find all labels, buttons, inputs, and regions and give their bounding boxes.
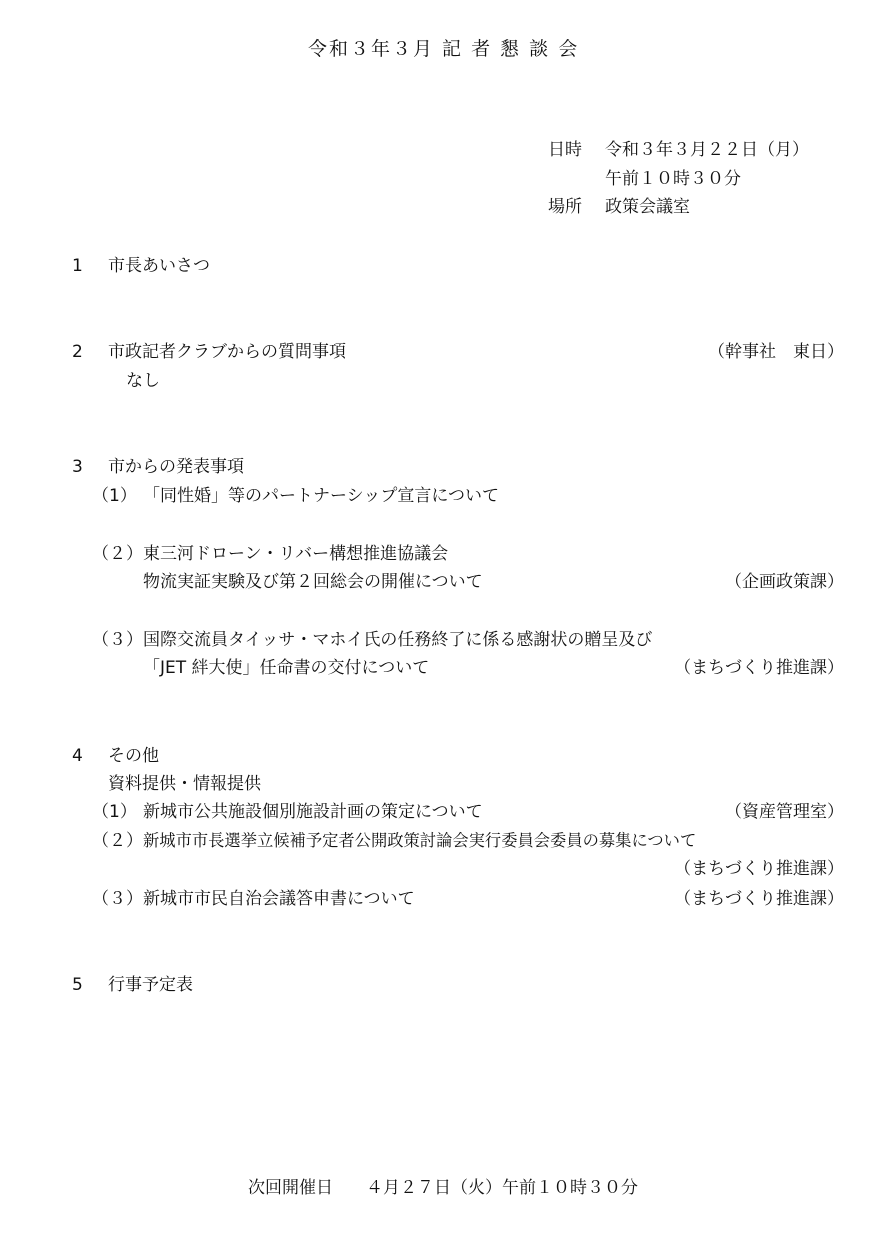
section4-sub: 資料提供・情報提供 — [108, 774, 261, 794]
section3-item3-dept: （まちづくり推進課） — [674, 658, 844, 678]
page-title: 令和３年３月 記 者 懇 談 会 — [308, 38, 580, 60]
section5-heading: 行事予定表 — [108, 975, 193, 995]
section3-item1-num: （1） — [92, 486, 137, 506]
section4-item3-num: （３） — [92, 889, 143, 909]
next-meeting-value: ４月２７日（火）午前１０時３０分 — [366, 1178, 638, 1198]
section3-item2-num: （２） — [92, 544, 143, 564]
section3-item1-line1: 「同性婚」等のパートナーシップ宣言について — [143, 486, 499, 506]
section2-dept: （幹事社 東日） — [708, 342, 844, 362]
date-label: 日時 — [548, 140, 582, 160]
section4-item1-num: （1） — [92, 802, 137, 822]
section1-number: 1 — [72, 256, 83, 276]
time-value: 午前１０時３０分 — [605, 169, 741, 189]
section3-item3-line2: 「JET 絆大使」任命書の交付について — [143, 658, 430, 678]
section2-heading: 市政記者クラブからの質問事項 — [108, 342, 346, 362]
section3-item2-line1: 東三河ドローン・リバー構想推進協議会 — [143, 544, 449, 564]
place-label: 場所 — [548, 197, 582, 217]
section3-item3-line1: 国際交流員タイッサ・マホイ氏の任務終了に係る感謝状の贈呈及び — [143, 630, 653, 650]
section4-heading: その他 — [108, 746, 159, 766]
place-value: 政策会議室 — [605, 197, 690, 217]
section4-item2-num: （２） — [92, 831, 143, 851]
section4-item2-text: 新城市市長選挙立候補予定者公開政策討論会実行委員会委員の募集について — [143, 831, 697, 850]
section4-item3-dept: （まちづくり推進課） — [674, 889, 844, 909]
section2-number: 2 — [72, 342, 83, 362]
section5-number: 5 — [72, 975, 83, 995]
section3-item2-line2: 物流実証実験及び第２回総会の開催について — [143, 572, 483, 592]
date-value: 令和３年３月２２日（月） — [605, 140, 809, 160]
section4-item1-text: 新城市公共施設個別施設計画の策定について — [143, 802, 483, 822]
section4-item1-dept: （資産管理室） — [725, 802, 844, 822]
section4-number: 4 — [72, 746, 83, 766]
section4-item2-dept: （まちづくり推進課） — [674, 859, 844, 879]
section3-item3-num: （３） — [92, 630, 143, 650]
section4-item3-text: 新城市市民自治会議答申書について — [143, 889, 415, 909]
section3-item2-dept: （企画政策課） — [725, 572, 844, 592]
section3-number: 3 — [72, 457, 83, 477]
section3-heading: 市からの発表事項 — [108, 457, 244, 477]
section1-heading: 市長あいさつ — [108, 256, 210, 276]
next-meeting-label: 次回開催日 — [248, 1178, 333, 1198]
section2-body: なし — [126, 371, 160, 391]
